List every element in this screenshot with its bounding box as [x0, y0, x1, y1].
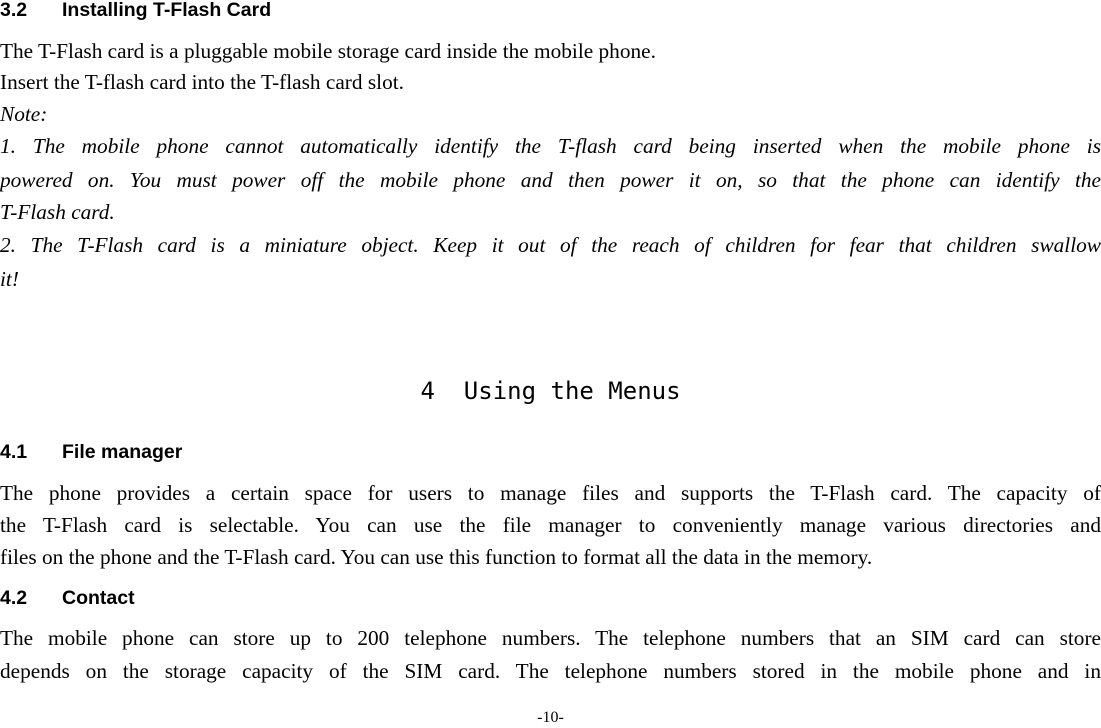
chapter-title: Using the Menus — [463, 377, 681, 405]
section-4-2-heading — [0, 586, 135, 610]
note-1-line: powered on. You must power off the mobile phone and then power it on, so that the phone can identify the — [0, 168, 1101, 192]
note-1-line: 1. The mobile phone cannot automatically identify the T-flash card being inserted when the mobile phone is — [0, 134, 1101, 158]
page-number: -10- — [537, 709, 564, 726]
chapter-4-heading — [0, 374, 1101, 408]
paragraph-line: The mobile phone can store up to 200 telephone numbers. The telephone numbers that an SIM card can store — [0, 626, 1101, 650]
note-label: Note: — [0, 102, 48, 126]
section-title: File manager — [62, 441, 183, 463]
paragraph: Insert the T-flash card into the T-flash card slot. — [0, 70, 404, 94]
note-1-line: T-Flash card. — [0, 200, 115, 224]
paragraph: The T-Flash card is a pluggable mobile storage card inside the mobile phone. — [0, 39, 656, 63]
note-2-line: it! — [0, 267, 19, 291]
section-number: 4.1 — [0, 441, 28, 463]
section-title: Installing T-Flash Card — [62, 0, 272, 21]
paragraph-line: The phone provides a certain space for users to manage files and supports the T-Flash card. The capacity of — [0, 481, 1101, 505]
section-3-2-heading — [0, 0, 271, 22]
section-4-1-heading — [0, 440, 182, 464]
paragraph-line: files on the phone and the T-Flash card. You can use this function to format all the data in the memory. — [0, 545, 873, 569]
section-title: Contact — [62, 587, 135, 609]
paragraph-line: the T-Flash card is selectable. You can use the file manager to conveniently manage various directories and — [0, 513, 1101, 537]
note-2-line: 2. The T-Flash card is a miniature object. Keep it out of the reach of children for fear that children swallow — [0, 233, 1101, 257]
paragraph-line: depends on the storage capacity of the SIM card. The telephone numbers stored in the mobile phone and in — [0, 659, 1101, 683]
chapter-number: 4 — [420, 377, 435, 405]
section-number: 4.2 — [0, 587, 28, 609]
section-number: 3.2 — [0, 0, 28, 21]
